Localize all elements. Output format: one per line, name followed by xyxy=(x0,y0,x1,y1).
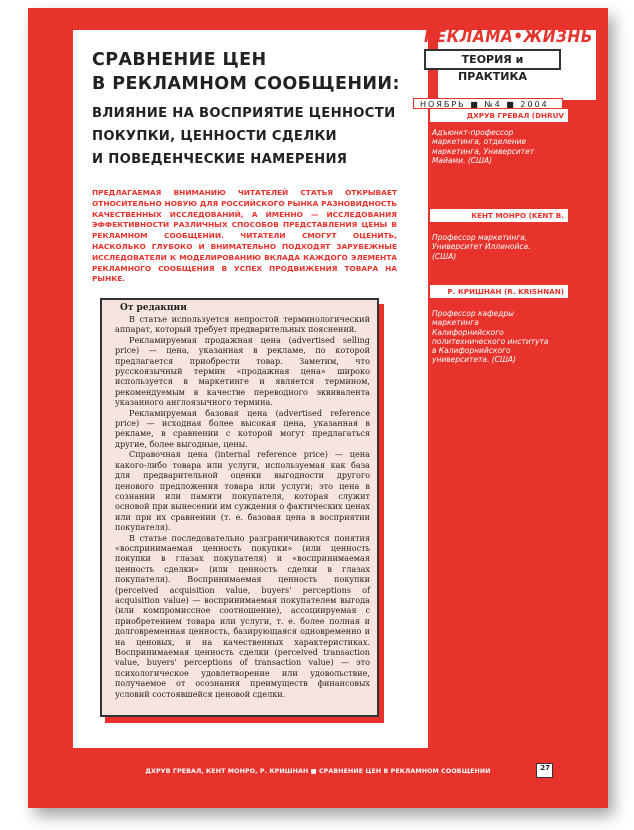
rubric-label: ТЕОРИЯ и ПРАКТИКА xyxy=(424,49,561,70)
article-lead: ПРЕДЛАГАЕМАЯ ВНИМАНИЮ ЧИТАТЕЛЕЙ СТАТЬЯ ОТКРЫВАЕТ ОТНОСИТЕЛЬНО НОВУЮ ДЛЯ РОССИЙСКОГО РЫНКА РАЗНОВИДНОСТЬ КАЧЕСТВЕННЫХ ИССЛЕДОВАНИЙ, А ИМЕННО — ИССЛЕДОВАНИЯ ЭФФЕКТИВНОСТИ РАЗЛИЧНЫХ СПОСОБОВ ПРЕДСТАВЛЕНИЯ ЦЕНЫ В РЕКЛАМНОМ СООБЩЕНИИ. ЧИТАТЕЛИ СМОГУТ ОЦЕНИТЬ, НАСКОЛЬКО ГЛУБОКО И ВНИМАТЕЛЬНО ПОДХОДЯТ ЗАРУБЕЖНЫЕ ИССЛЕДОВАТЕЛИ К МОДЕЛИРОВАНИЮ ВКЛАДА КАЖДОГО ЭЛЕМЕНТА РЕКЛАМНОГО СООБЩЕНИЯ В УСПЕХ ПРОДВИЖЕНИЯ ТОВАРА НА РЫНКЕ. xyxy=(92,188,397,284)
author-name: Р. КРИШНАН (R. KRISHNAN) xyxy=(430,285,568,298)
issue-label: НОЯБРЬ ■ №4 ■ 2004 xyxy=(413,98,563,109)
author-affiliation: Профессор кафедры маркетинга Калифорнийского политехнического института в Калифорнийского университета. (США) xyxy=(432,309,549,365)
article-title: СРАВНЕНИЕ ЦЕН В РЕКЛАМНОМ СООБЩЕНИИ: xyxy=(92,50,400,94)
author-name: КЕНТ МОНРО (KENT B. MONROE) xyxy=(430,209,568,222)
editor-note-heading: От редакции xyxy=(120,303,187,313)
paragraph: Справочная цена (internal reference price) — цена какого-либо товара или услуги, используемая как база для предварительной оценки выгодности другого ценового предложения товара или услуги; это цена в сознании или памяти покупателя, которая служит основой при вынесении им суждения о фактических ценах или при их сравнении (т. е. базовая цена в восприятии покупателя). xyxy=(115,449,370,533)
magazine-logo: РЕКЛАМА•ЖИЗНЬ xyxy=(424,27,593,47)
paragraph: В статье используется непростой терминологический аппарат, который требует предварительных пояснений. xyxy=(115,314,370,335)
page-number: 27 xyxy=(536,763,553,778)
paragraph: Рекламируемая базовая цена (advertised reference price) — исходная более высокая цена, указанная в рекламе, в сравнении с которой могут предлагаться другие, более выгодные, цены. xyxy=(115,407,370,449)
editor-note-text xyxy=(115,314,370,699)
author-name: ДХРУВ ГРЕВАЛ (DHRUV GREWAL) xyxy=(430,109,568,122)
running-footer: ДХРУВ ГРЕВАЛ, КЕНТ МОНРО, Р. КРИШНАН ■ СРАВНЕНИЕ ЦЕН В РЕКЛАМНОМ СООБЩЕНИИ xyxy=(145,768,491,775)
author-affiliation: Профессор маркетинга, Университет Иллинойса. (США) xyxy=(432,233,531,261)
authors-column xyxy=(430,109,568,729)
author-affiliation: Адъюнкт-профессор маркетинга, отделение маркетинга, Университет Майами. (США) xyxy=(432,128,535,165)
article-subtitle: ВЛИЯНИЕ НА ВОСПРИЯТИЕ ЦЕННОСТИ ПОКУПКИ, ЦЕННОСТИ СДЕЛКИ И ПОВЕДЕНЧЕСКИЕ НАМЕРЕНИЯ xyxy=(92,106,396,167)
paragraph: Рекламируемая продажная цена (advertised selling price) — цена, указанная в рекламе, по которой предлагается приобрести товар. Заметим, что русскоязычный термин «продажная цена» широко используется в маркетинге и является термином, рекомендуемым в качестве переводного эквивалента указанного англоязычного термина. xyxy=(115,334,370,408)
paragraph: В статье последовательно разграничиваются понятия «воспринимаемая ценность покупки» (или ценность покупки в глазах покупателя) и «воспринимаемая ценность сделки» (или ценность сделки в глазах покупателя). Воспринимаемая ценность покупки (perceived acquisition value, buyers' perceptions of acquisition value) — воспринимаемая покупателем выгода (или компромиссное соотношение), ассоциируемая с приобретением товара или услуги, т. е. более полная и долговременная ценность, базирующаяся одновременно и на ценовых, и на качественных характеристиках. Воспринимаемая ценность сделки (perceived transaction value, buyers' perceptions of transaction value) — это психологическое удовлетворение или удовольствие, получаемое от осознания преимуществ финансовых условий состоявшейся ценовой сделки. xyxy=(115,532,370,699)
